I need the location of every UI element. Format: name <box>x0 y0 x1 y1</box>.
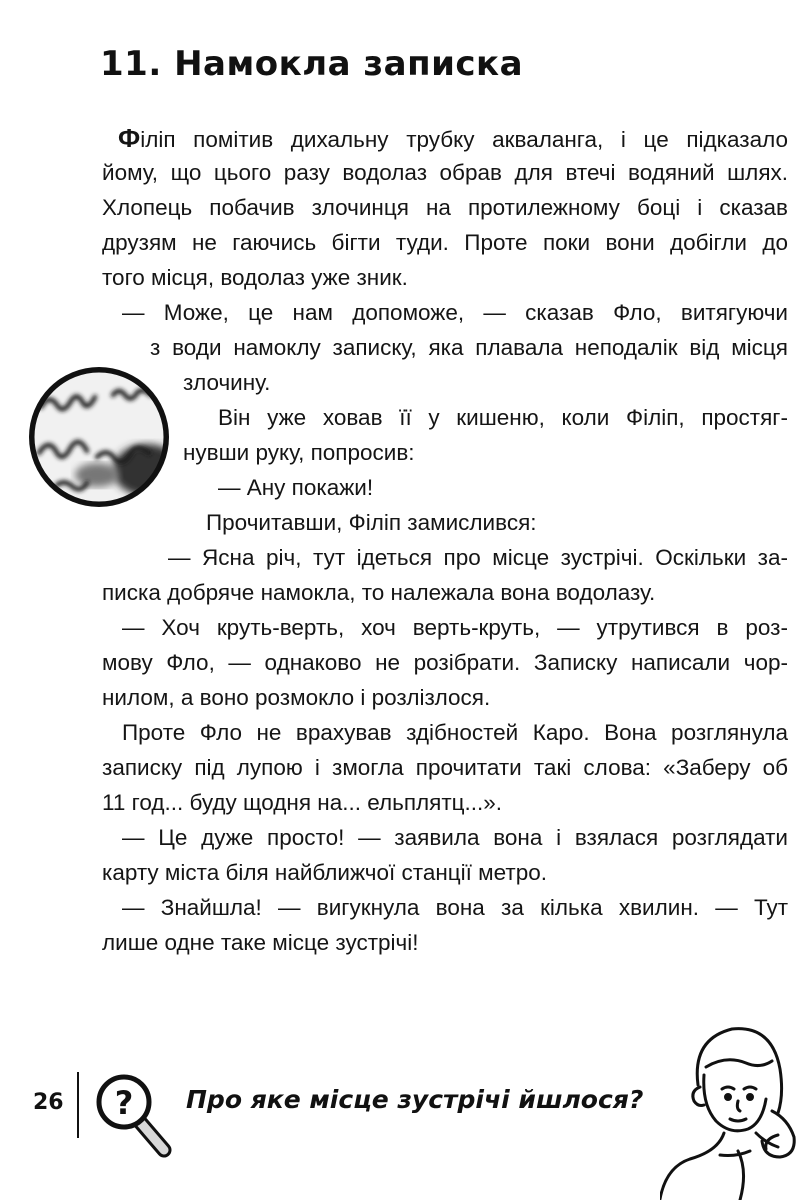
chapter-title: 11. Намокла записка <box>100 44 524 84</box>
story-line: — Може, це нам допоможе, — сказав Фло, витягуючи <box>122 300 788 325</box>
story-line <box>118 123 788 155</box>
story-line: — Це дуже просто! — заявила вона і взялася розглядати <box>122 825 788 850</box>
story-line: з води намоклу записку, яка плавала неподалік від місця <box>150 335 788 360</box>
story-line: йому, що цього разу водолаз обрав для втечі водяний шлях. <box>102 160 788 185</box>
magnifying-glass-question-icon <box>92 1070 182 1160</box>
story-line: писка добряче намокла, то належала вона водолазу. <box>102 580 656 605</box>
magnified-note-illustration <box>27 365 172 510</box>
story-line-rest: іліп помітив дихальну трубку акваланга, і це підказало <box>140 127 788 152</box>
page-number: 26 <box>33 1090 64 1115</box>
story-line: Він уже ховав її у кишеню, коли Філіп, простяг- <box>218 405 788 430</box>
story-line: лише одне таке місце зустрічі! <box>102 930 419 955</box>
story-line: — Ясна річ, тут ідеться про місце зустрічі. Оскільки за- <box>168 545 788 570</box>
story-line: Прочитавши, Філіп замислився: <box>206 510 537 535</box>
story-line: нилом, а воно розмокло і розлізлося. <box>102 685 491 710</box>
story-line: нувши руку, попросив: <box>183 440 415 465</box>
story-line: того місця, водолаз уже зник. <box>102 265 408 290</box>
question-mark-glyph: ? <box>114 1084 134 1122</box>
story-line: — Знайшла! — вигукнула вона за кілька хвилин. — Тут <box>122 895 788 920</box>
footer-divider <box>77 1072 79 1138</box>
story-line: друзям не гаючись бігти туди. Проте поки вони добігли до <box>102 230 788 255</box>
girl-character-illustration <box>660 1015 804 1200</box>
footer-question: Про яке місце зустрічі йшлося? <box>186 1085 644 1114</box>
story-line: — Ану покажи! <box>218 475 374 500</box>
story-line: злочину. <box>183 370 271 395</box>
story-line: — Хоч круть-верть, хоч верть-круть, — утрутився в роз- <box>122 615 788 640</box>
story-line: Проте Фло не врахував здібностей Каро. Вона розглянула <box>122 720 788 745</box>
story-line: карту міста біля найближчої станції метро. <box>102 860 547 885</box>
story-line: мову Фло, — однаково не розібрати. Записку написали чор- <box>102 650 788 675</box>
story-line: записку під лупою і змогла прочитати такі слова: «Заберу об <box>102 755 788 780</box>
story-line: Хлопець побачив злочинця на протилежному боці і сказав <box>102 195 788 220</box>
drop-cap: Ф <box>118 123 141 153</box>
story-line: 11 год... буду щодня на... ельплятц...». <box>102 790 503 815</box>
